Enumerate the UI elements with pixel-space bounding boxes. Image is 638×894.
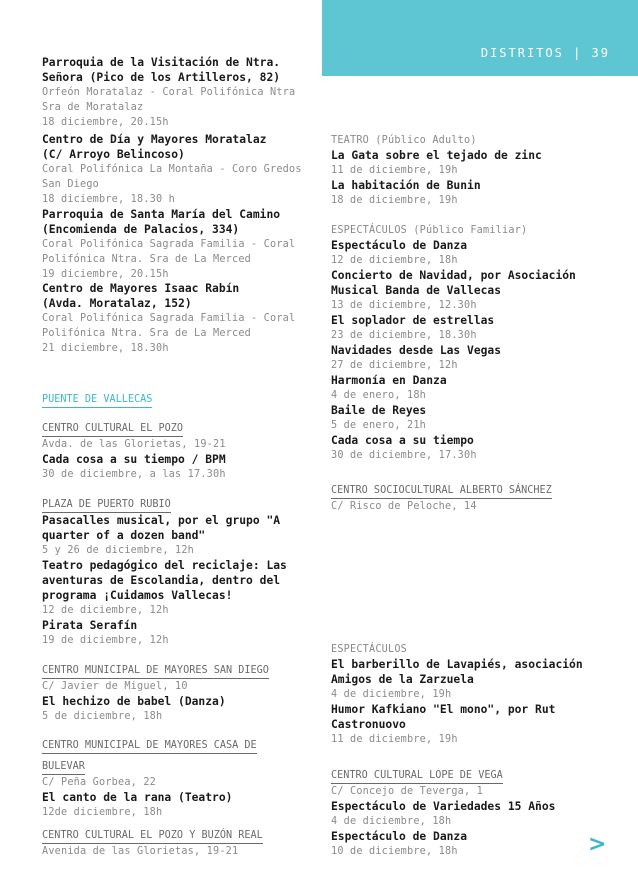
event-title: Espectáculo de Danza [331, 830, 468, 843]
event-title: Espectáculo de Variedades 15 Años [331, 800, 556, 813]
event-title: programa ¡Cuidamos Vallecas! [42, 589, 233, 602]
event-title: La habitación de Bunin [331, 179, 481, 192]
venue-bulevar [42, 733, 304, 820]
category-label: ESPECTÁCULOS (Público Familiar) [331, 225, 528, 236]
event-title: El soplador de estrellas [331, 314, 495, 327]
event-title: Parroquia de Santa María del Camino [42, 208, 281, 221]
venue-heading: CENTRO CULTURAL EL POZO Y BUZÓN REAL [42, 829, 263, 844]
event-title: Centro de Mayores Isaac Rabín [42, 282, 240, 295]
category-label: ESPECTÁCULOS [331, 644, 408, 655]
event-title: El hechizo de babel (Danza) [42, 695, 226, 708]
category-espectaculos [331, 642, 606, 747]
event-date: 18 diciembre, 18.30 h [42, 194, 176, 205]
event-title: Castronuovo [331, 718, 406, 731]
event-title: (Encomienda de Palacios, 334) [42, 223, 240, 236]
event-title: Amigos de la Zarzuela [331, 673, 474, 686]
event-date: 4 de enero, 18h [331, 390, 427, 401]
venue-address: C/ Risco de Peloche, 14 [331, 501, 477, 512]
event-title: aventuras de Escolandia, dentro del [42, 574, 281, 587]
event-desc: Polifónica Ntra. Sra de La Merced [42, 328, 252, 339]
event-date: 30 de diciembre, 17.30h [331, 450, 477, 461]
event-title: Teatro pedagógico del reciclaje: Las [42, 559, 287, 572]
event-title: Humor Kafkiano "El mono", por Rut [331, 703, 556, 716]
event-title: El barberillo de Lavapiés, asociación [331, 658, 583, 671]
event-date: 5 de diciembre, 18h [42, 711, 163, 722]
event-date: 11 de diciembre, 19h [331, 734, 458, 745]
event-title: (Avda. Moratalaz, 152) [42, 297, 192, 310]
district-heading [42, 387, 304, 408]
event-date: 12 de diciembre, 12h [42, 605, 169, 616]
venue-lope-de-vega [331, 763, 606, 859]
venue-address: Avenida de las Glorietas, 19-21 [42, 846, 239, 857]
event-date: 4 de diciembre, 19h [331, 689, 452, 700]
event-title: Musical Banda de Vallecas [331, 284, 502, 297]
event-desc: Polifónica Ntra. Sra de La Merced [42, 254, 252, 265]
venue-san-diego [42, 658, 304, 724]
venue-alberto-sanchez [331, 478, 606, 514]
event-desc: San Diego [42, 179, 100, 190]
event-title: Señora (Pico de los Artilleros, 82) [42, 71, 281, 84]
event-date: 21 diciembre, 18.30h [42, 343, 169, 354]
event-item [42, 55, 304, 130]
event-desc: Coral Polifónica La Montaña - Coro Gredos [42, 164, 302, 175]
event-title: Parroquia de la Visitación de Ntra. [42, 56, 281, 69]
event-item [42, 132, 304, 207]
event-date: 18 de diciembre, 19h [331, 195, 458, 206]
category-espectaculos-familiar [331, 223, 606, 463]
header-tab [322, 0, 638, 76]
event-title: quarter of a dozen band" [42, 529, 206, 542]
event-title: Cada cosa a su tiempo / BPM [42, 453, 226, 466]
page-header-label: DISTRITOS | 39 [480, 46, 610, 60]
event-date: 5 y 26 de diciembre, 12h [42, 545, 195, 556]
venue-buzon-real [42, 823, 304, 859]
venue-address: C/ Peña Gorbea, 22 [42, 777, 157, 788]
event-title: Baile de Reyes [331, 404, 427, 417]
event-date: 19 diciembre, 20.15h [42, 269, 169, 280]
event-title: Cada cosa a su tiempo [331, 434, 474, 447]
venue-heading: CENTRO MUNICIPAL DE MAYORES CASA DE [42, 739, 257, 754]
event-date: 30 de diciembre, a las 17.30h [42, 469, 226, 480]
venue-heading: BULEVAR [42, 760, 85, 775]
event-title: Pasacalles musical, por el grupo "A [42, 514, 281, 527]
event-date: 27 de diciembre, 12h [331, 360, 458, 371]
next-page-arrow-icon[interactable]: > [588, 832, 607, 857]
event-item [42, 207, 304, 282]
event-item [42, 281, 304, 356]
event-date: 23 de diciembre, 18.30h [331, 330, 477, 341]
venue-address: C/ Javier de Miguel, 10 [42, 681, 188, 692]
event-title: Concierto de Navidad, por Asociación [331, 269, 576, 282]
event-date: 4 de diciembre, 18h [331, 816, 452, 827]
venue-puerto-rubio [42, 492, 304, 648]
event-title: El canto de la rana (Teatro) [42, 791, 233, 804]
event-title: La Gata sobre el tejado de zinc [331, 149, 542, 162]
event-date: 13 de diciembre, 12.30h [331, 300, 477, 311]
venue-address: Avda. de las Glorietas, 19-21 [42, 439, 226, 450]
venue-heading: CENTRO MUNICIPAL DE MAYORES SAN DIEGO [42, 664, 269, 679]
event-title: Espectáculo de Danza [331, 239, 468, 252]
event-desc: Coral Polifónica Sagrada Familia - Coral [42, 239, 296, 250]
venue-pozo [42, 416, 304, 482]
venue-heading: PLAZA DE PUERTO RUBIO [42, 498, 171, 513]
event-date: 19 de diciembre, 12h [42, 635, 169, 646]
district-title: PUENTE DE VALLECAS [42, 393, 152, 408]
venue-heading: CENTRO CULTURAL LOPE DE VEGA [331, 769, 503, 784]
event-date: 12 de diciembre, 18h [331, 255, 458, 266]
event-title: Centro de Día y Mayores Moratalaz [42, 133, 267, 146]
event-title: Harmonía en Danza [331, 374, 447, 387]
event-desc: Sra de Moratalaz [42, 102, 144, 113]
event-desc: Coral Polifónica Sagrada Familia - Coral [42, 313, 296, 324]
venue-heading: CENTRO CULTURAL EL POZO [42, 422, 183, 437]
event-title: Navidades desde Las Vegas [331, 344, 502, 357]
event-date: 10 de diciembre, 18h [331, 846, 458, 857]
event-date: 12de diciembre, 18h [42, 807, 163, 818]
event-date: 11 de diciembre, 19h [331, 165, 458, 176]
event-title: Pirata Serafín [42, 619, 138, 632]
event-desc: Orfeón Moratalaz - Coral Polifónica Ntra [42, 87, 296, 98]
event-date: 5 de enero, 21h [331, 420, 427, 431]
venue-address: C/ Concejo de Teverga, 1 [331, 786, 484, 797]
venue-heading: CENTRO SOCIOCULTURAL ALBERTO SÁNCHEZ [331, 484, 552, 499]
category-label: TEATRO (Público Adulto) [331, 135, 477, 146]
category-teatro [331, 133, 606, 208]
event-date: 18 diciembre, 20.15h [42, 117, 169, 128]
event-title: (C/ Arroyo Belincoso) [42, 148, 185, 161]
